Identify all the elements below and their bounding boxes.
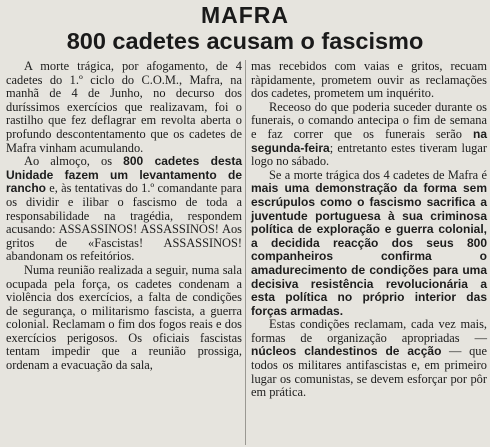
paragraph-6-text-a: Se a morte trágica dos 4 cadetes de Mafra é <box>269 167 487 182</box>
paragraph-7-bold: núcleos clandestinos de acção <box>251 344 442 359</box>
paragraph-7 <box>251 318 487 400</box>
article-column-right <box>251 60 487 400</box>
paragraph-5-text-b: ; entretanto estes tiveram lugar logo no sábado. <box>251 140 487 169</box>
column-divider <box>245 60 246 445</box>
paragraph-2-bold: 800 cadetes desta Unidade fazem um levantamento de rancho <box>6 154 242 196</box>
paragraph-7-text-b: — que todos os militares antifascistas e, em primeiro lugar os comunistas, se devem esforçar por pôr em prática. <box>251 344 487 400</box>
paragraph-2-text-a: Ao almoço, os <box>24 154 124 169</box>
article-column-left <box>6 60 242 373</box>
paragraph-6-bold: mais uma demonstração da forma sem escrúpulos como o fascismo sacrifica a juventude portuguesa à sua criminosa política de exploração e guerra colonial, a decidida reacção dos seus 800 companheiros confirma o amadurecimento de condições para uma decisiva resistência revolucionária a esta política no próprio interior das forças armadas. <box>251 181 487 318</box>
paragraph-7-text-a: Estas condições reclamam, cada vez mais, formas de organização apropriadas — <box>251 317 487 345</box>
paragraph-4: mas recebidos com vaias e gritos, recuam ràpidamente, prometem ouvir as reclamações dos cadetes, prometem um inquérito. <box>251 59 487 101</box>
paragraph-2 <box>6 155 242 264</box>
paragraph-5-bold: na segunda-feira <box>251 126 487 155</box>
paragraph-2-text-b: e, às tentativas do 1.º comandante para os dividir e ilibar o fascismo de toda a responsabilidade na tragédia, respondem acusando: ASSASSINOS! ASSASSINOS! Aos gritos de «Fascistas! ASSASSINOS! abandonam os refeitórios. <box>6 181 242 264</box>
article-headline: 800 cadetes acusam o fascismo <box>66 28 424 54</box>
paragraph-3: Numa reunião realizada a seguir, numa sala ocupada pela força, os cadetes condenam a violência dos exercícios, a falta de condições de segurança, o militarismo fascista, a guerra colonial. Reclamam o fim dos fogos reais e dos exercícios perigosos. Os oficiais fascistas tentam impedir que a reunião prossiga, ordenam a evacuação da sala, <box>6 262 242 373</box>
section-kicker: MAFRA <box>200 2 290 28</box>
paragraph-5 <box>251 101 487 169</box>
paragraph-5-text-a: Receoso do que poderia suceder durante os funerais, o comando antecipa o fim de semana e faz correr que os funerais serão <box>251 99 487 141</box>
paragraph-6 <box>251 169 487 319</box>
paragraph-1: A morte trágica, por afogamento, de 4 cadetes do 1.º ciclo do C.O.M., Mafra, na manhã de 4 de Junho, no decurso dos duríssimos exercícios que realizavam, foi o rastilho que fez deflagrar em revolta aberta o profundo descontentamento que os cadetes de Mafra vinham acumulando. <box>6 59 242 155</box>
